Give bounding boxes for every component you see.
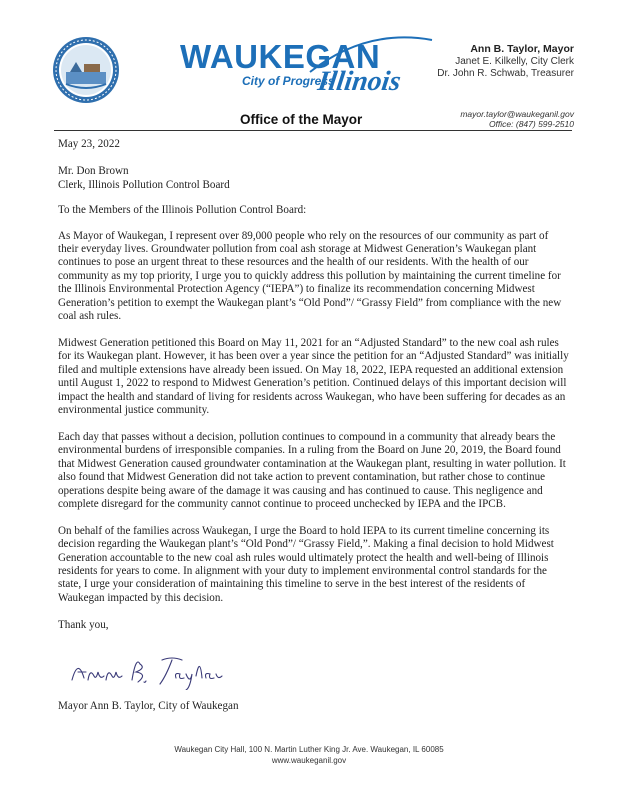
logo-tagline: City of Progress (242, 74, 335, 88)
city-logo (180, 40, 430, 98)
logo-wordmark: WAUKEGAN (180, 38, 381, 75)
letter-body (58, 138, 570, 632)
treasurer-name: Dr. John R. Schwab, Treasurer (437, 68, 574, 79)
logo-state: Illinois (315, 66, 403, 97)
letter-date: May 23, 2022 (58, 138, 120, 150)
recipient-title: Clerk, Illinois Pollution Control Board (58, 178, 230, 191)
footer-address: Waukegan City Hall, 100 N. Martin Luther King Jr. Ave. Waukegan, IL 60085 (174, 745, 444, 754)
closing: Thank you, (58, 618, 109, 631)
footer-website[interactable]: www.waukeganil.gov (271, 756, 347, 765)
officials-list (437, 42, 574, 80)
clerk-name: Janet E. Kilkelly, City Clerk (455, 56, 574, 67)
contact-block (460, 109, 574, 129)
salutation: To the Members of the Illinois Pollution Control Board: (58, 204, 307, 217)
paragraph: Midwest Generation petitioned this Board on May 11, 2021 for an “Adjusted Standard” to the new coal ash rules for its Waukegan plant. However, it has been over a year since the petition for an “Adjusted Standard” was initially filed and multiple extensions have already been issued. On May 18, 2022, IEPA requested an additional extension until August 1, 2022 to respond to Midwest Generation’s petition. Continued delays of this important decision will impact the health and standard of living for residents across Waukegan, who have been suffering for decades as an environmental justice community. (58, 336, 569, 416)
contact-phone: Office: (847) 599-2510 (488, 119, 574, 129)
signer-name: Mayor Ann B. Taylor, City of Waukegan (58, 700, 239, 712)
paragraph: On behalf of the families across Waukegan, I urge the Board to hold IEPA to its current timeline concerning its decision regarding the Waukegan plant’s “Old Pond”/ “Grassy Field,”. Making a final decision to hold Midwest Generation accountable to the new coal ash rules would ultimately protect the health and well-being of Illinois residents for years to come. In alignment with your duty to implement environmental control standards for the state, I urge your consideration of maintaining this timeline to serve in the best interest of the residents of Waukegan impacted by this decision. (58, 524, 554, 604)
mayor-name: Ann B. Taylor, Mayor (470, 43, 574, 55)
footer (0, 744, 618, 766)
office-title: Office of the Mayor (240, 112, 363, 127)
city-seal-icon (52, 36, 120, 104)
recipient-name: Mr. Don Brown (58, 165, 129, 178)
handwritten-signature (66, 650, 236, 690)
paragraph: As Mayor of Waukegan, I represent over 89,000 people who rely on the resources of our community as part of their everyday lives. Groundwater pollution from coal ash storage at Midwest Generation’s Waukegan plant continues to pose an urgent threat to these resources and the health of our residents. With the health of our community as my top priority, I urge you to quickly address this pollution by maintaining the current timeline for the Illinois Environmental Protection Agency (“IEPA”) to finalize its recommendation concerning Midwest Generation’s petition to exempt the Waukegan plant’s “Old Pond”/ “Grassy Field” from compliance with the new coal ash rules. (58, 229, 562, 323)
header-divider (54, 130, 572, 131)
recipient-address (58, 165, 570, 192)
paragraph: Each day that passes without a decision, pollution continues to compound in a community that already bears the environmental burdens of irresponsible companies. In a ruling from the Board on June 20, 2019, the Board found that Midwest Generation caused groundwater contamination at the Waukegan plant, resulting in water pollution. It also found that Midwest Generation did not take action to prevent contamination, but rather chose to continue operations despite being aware of the damage it was causing and has continued to cause. This negligence and complete disregard for the community cannot continue to proceed unchecked by IEPA and the IPCB. (58, 430, 566, 510)
contact-email: mayor.taylor@waukeganil.gov (460, 109, 574, 119)
